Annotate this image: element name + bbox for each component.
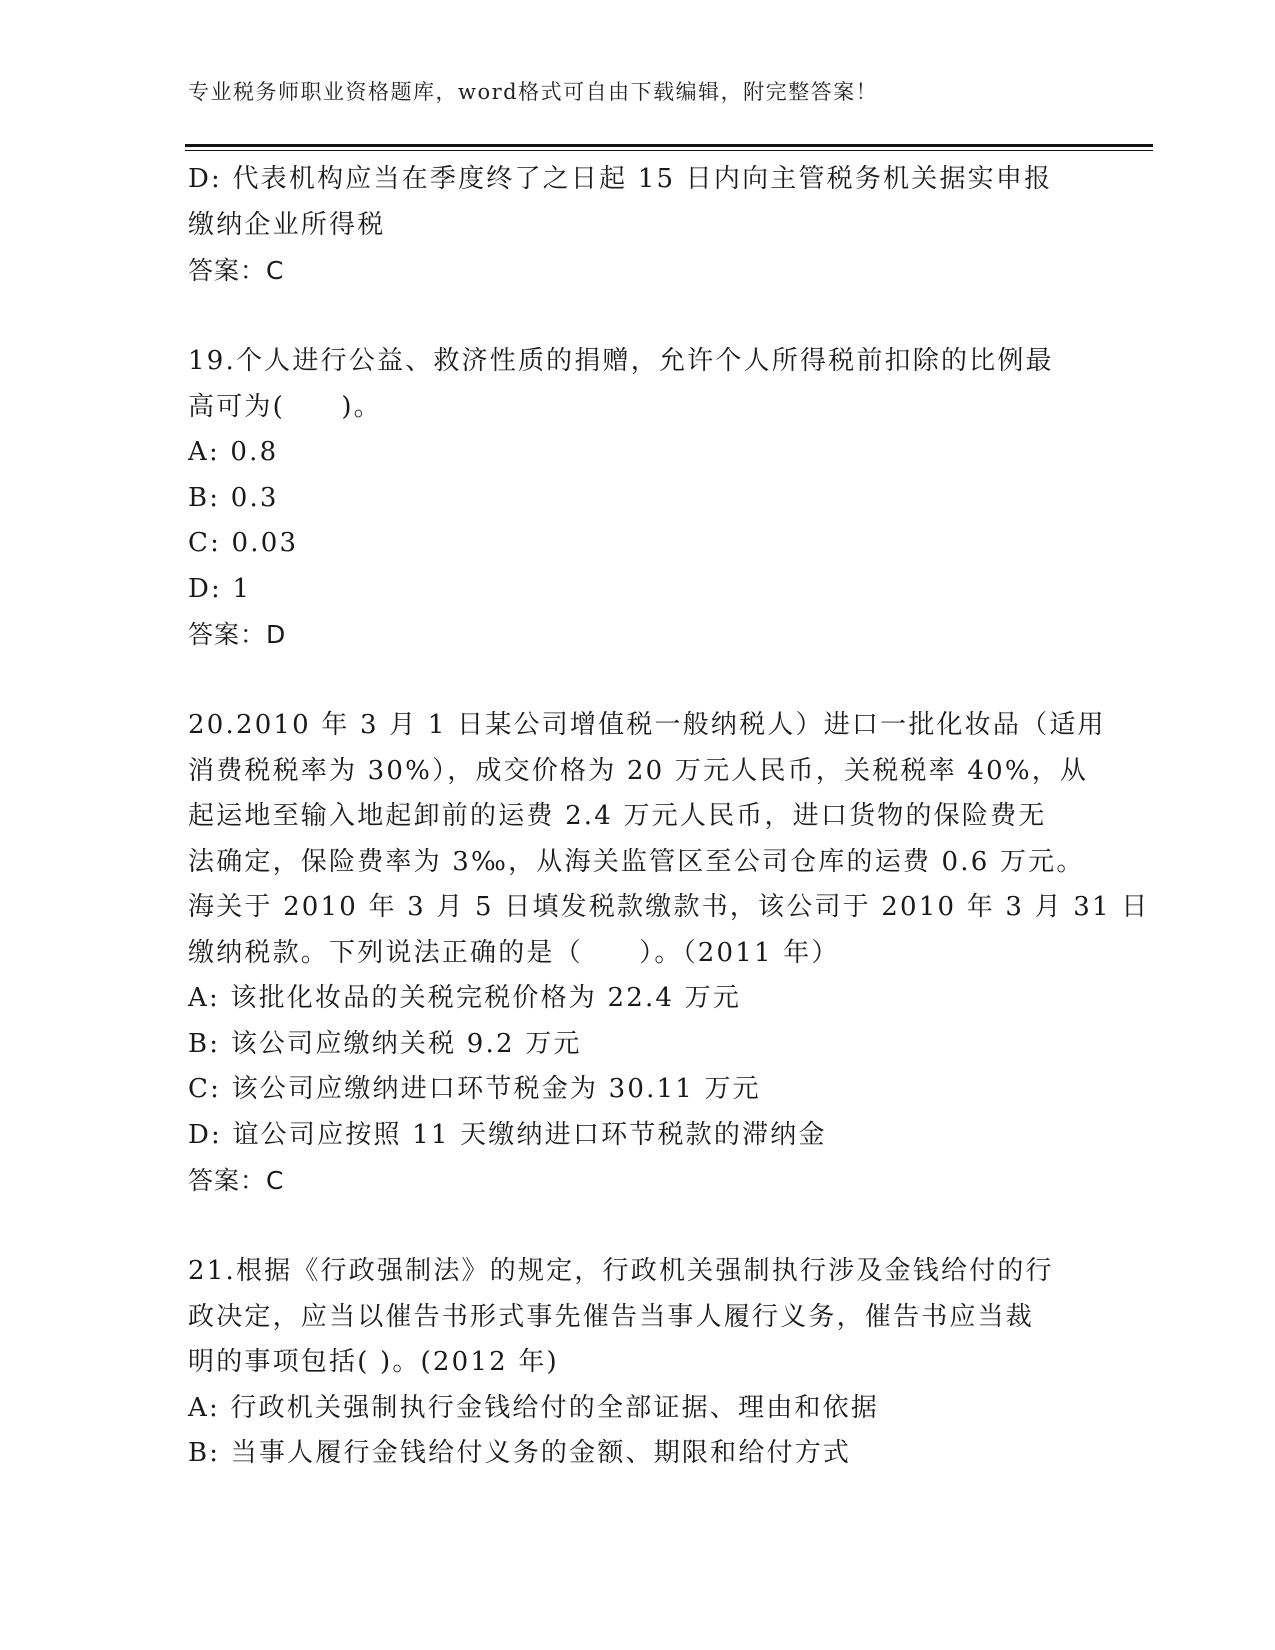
question-stem-continued: 起运地至输入地起卸前的运费 2.4 万元人民币，进口货物的保险费无 [188,801,1047,831]
spacer [188,1204,1088,1250]
option-d: D: 1 [188,573,252,604]
question-19 [188,339,1088,658]
question-stem-continued: 高可为( )。 [188,391,382,422]
question-20 [188,703,1150,1204]
option-c: C: 该公司应缴纳进口环节税金为 30.11 万元 [188,1074,761,1104]
question-stem-continued: 消费税税率为 30%），成交价格为 20 万元人民币，关税税率 40%，从 [188,755,1089,786]
question-stem-continued: 政决定，应当以催告书形式事先催告当事人履行义务，催告书应当裁 [188,1301,1035,1332]
spacer [188,294,1088,340]
option-b: B: 当事人履行金钱给付义务的金额、期限和给付方式 [188,1438,852,1468]
header-rule-thick [185,144,1153,147]
question-stem-continued: 海关于 2010 年 3 月 5 日填发税款缴款书，该公司于 2010 年 3 月 31 日 [188,892,1150,922]
document-body [188,157,1150,1477]
question-stem: 19.个人进行公益、救济性质的捐赠，允许个人所得税前扣除的比例最 [188,346,1054,376]
answer: 答案：C [188,256,285,285]
option-d: D: 代表机构应当在季度终了之日起 15 日内向主管税务机关据实申报 [188,164,1053,194]
answer: 答案：C [188,1166,285,1195]
option-d-continued: 缴纳企业所得税 [188,209,386,240]
option-b: B: 该公司应缴纳关税 9.2 万元 [188,1028,582,1059]
question-stem: 21.根据《行政强制法》的规定，行政机关强制执行涉及金钱给付的行 [188,1256,1054,1286]
question-stem-continued: 缴纳税款。下列说法正确的是（ ）。（2011 年） [188,937,840,968]
option-a: A: 0.8 [188,437,279,467]
spacer [188,658,1088,704]
question-stem-continued: 法确定，保险费率为 3‰，从海关监管区至公司仓库的运费 0.6 万元。 [188,846,1085,877]
question-stem-continued: 明的事项包括( )。(2012 年) [188,1347,559,1377]
option-d: D: 谊公司应按照 11 天缴纳进口环节税款的滞纳金 [188,1119,827,1150]
header-rule-thin [185,150,1153,151]
answer: 答案：D [188,620,287,649]
option-c: C: 0.03 [188,528,299,558]
question-21 [188,1249,1088,1477]
option-a: A: 该批化妆品的关税完税价格为 22.4 万元 [188,983,742,1013]
option-b: B: 0.3 [188,482,279,513]
page-header: 专业税务师职业资格题库，word格式可自由下载编辑，附完整答案！ [188,80,879,104]
question-stem: 20.2010 年 3 月 1 日某公司增值税一般纳税人）进口一批化妆品（适用 [188,710,1106,740]
option-a: A: 行政机关强制执行金钱给付的全部证据、理由和依据 [188,1392,880,1423]
prev-question [188,157,1088,294]
